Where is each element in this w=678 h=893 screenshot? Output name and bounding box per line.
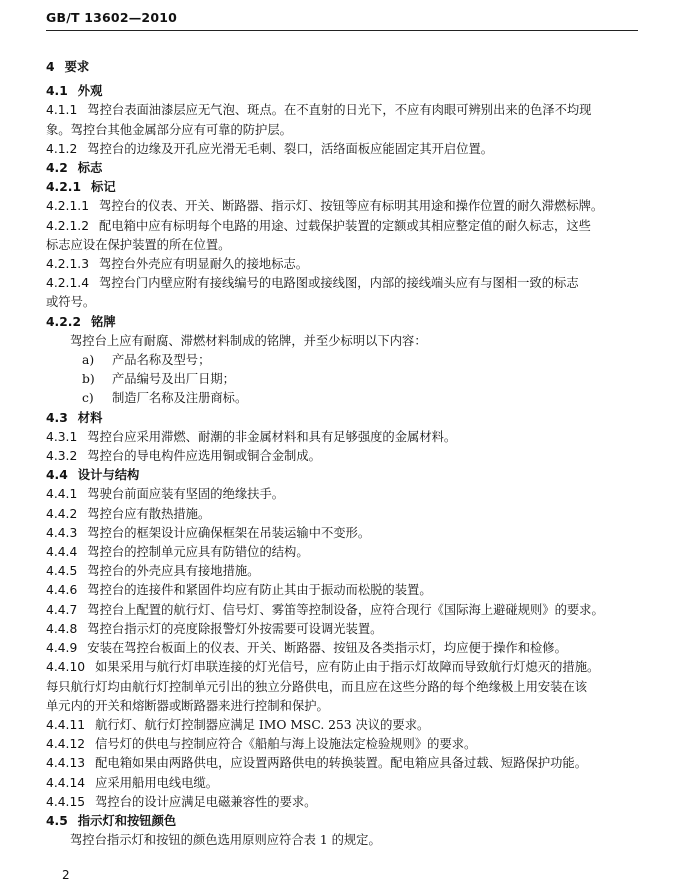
- clause-text: 驾控台的设计应满足电磁兼容性的要求。: [95, 794, 317, 809]
- section-title: 要求: [64, 60, 90, 74]
- section-title: 设计与结构: [77, 468, 140, 483]
- list-item-text: 产品编号及出厂日期；: [112, 372, 235, 387]
- section-number: 4.3: [46, 410, 68, 425]
- clause-number: 4.4.10: [46, 660, 86, 675]
- clause-4-1-1: [46, 101, 632, 120]
- list-marker: c): [82, 391, 94, 406]
- section-heading-4-2-1: [46, 178, 632, 197]
- list-item-text: 制造厂名称及注册商标。: [112, 391, 248, 406]
- clause-4-2-1-1: [46, 197, 632, 216]
- clause-number: 4.4.14: [46, 775, 86, 790]
- clause-4-1-2: [46, 140, 632, 159]
- clause-4-4-2: [46, 505, 632, 524]
- section-number: 4.2.1: [46, 180, 82, 195]
- document-body: [46, 58, 632, 850]
- section-title: 外观: [77, 84, 103, 99]
- clause-4-3-2: [46, 447, 632, 466]
- clause-number: 4.4.7: [46, 602, 78, 617]
- clause-4-2-1-3: [46, 255, 632, 274]
- clause-text: 驾控台应采用滞燃、耐潮的非金属材料和具有足够强度的金属材料。: [87, 429, 457, 444]
- clause-number: 4.4.11: [46, 717, 86, 732]
- section-number: 4.5: [46, 813, 68, 828]
- clause-4-4-1: [46, 485, 632, 504]
- clause-continuation: 或符号。: [46, 295, 96, 310]
- clause-number: 4.2.1.1: [46, 199, 90, 214]
- clause-4-4-9: [46, 639, 632, 658]
- clause-text: 安装在驾控台板面上的仪表、开关、断路器、按钮及各类指示灯，均应便于操作和检修。: [87, 641, 567, 656]
- list-item: [46, 389, 632, 408]
- clause-text: 航行灯、航行灯控制器应满足 IMO MSC. 253 决议的要求。: [95, 717, 430, 732]
- clause-text: 驾控台门内壁应附有接线编号的电路图或接线图，内部的接线端头应有与图相一致的标志: [99, 276, 579, 291]
- clause-4-4-14: [46, 774, 632, 793]
- clause-number: 4.2.1.3: [46, 257, 90, 272]
- clause-4-4-13: [46, 754, 632, 773]
- clause-4-4-4: [46, 543, 632, 562]
- section-title: 铭牌: [91, 314, 116, 329]
- clause-text: 驾控台上配置的航行灯、信号灯、雾笛等控制设备，应符合现行《国际海上避碰规则》的要求。: [87, 602, 604, 617]
- clause-4-4-12: [46, 735, 632, 754]
- clause-number: 4.4.1: [46, 487, 78, 502]
- clause-number: 4.4.13: [46, 756, 86, 771]
- clause-text: 驾控台指示灯的亮度除报警灯外按需要可设调光装置。: [87, 621, 383, 636]
- section-heading-4-3: [46, 409, 632, 428]
- list-item-text: 产品名称及型号；: [112, 353, 211, 368]
- section-title: 指示灯和按钮颜色: [77, 813, 177, 828]
- clause-number: 4.3.2: [46, 449, 78, 464]
- clause-4-4-7: [46, 601, 632, 620]
- clause-4-4-3: [46, 524, 632, 543]
- clause-number: 4.4.6: [46, 583, 78, 598]
- clause-4-4-8: [46, 620, 632, 639]
- section-title: 标志: [77, 161, 103, 176]
- list-marker: b): [82, 372, 95, 387]
- section-number: 4.1: [46, 84, 68, 99]
- clause-text: 驾控台的连接件和紧固件均应有防止其由于振动而松脱的装置。: [87, 583, 432, 598]
- clause-number: 4.2.1.4: [46, 276, 90, 291]
- clause-4-4-11: [46, 716, 632, 735]
- clause-number: 4.4.12: [46, 737, 86, 752]
- clause-4-4-10: [46, 658, 632, 677]
- clause-continuation: 象。驾控台其他金属部分应有可靠的防护层。: [46, 122, 292, 137]
- clause-number: 4.4.15: [46, 794, 86, 809]
- clause-number: 4.1.2: [46, 141, 78, 156]
- section-title: 材料: [77, 410, 103, 425]
- clause-text: 如果采用与航行灯串联连接的灯光信号，应有防止由于指示灯故障而导致航行灯熄灭的措施。: [95, 660, 600, 675]
- clause-text: 驾控台应有散热措施。: [87, 506, 211, 521]
- section-heading-4: [46, 58, 632, 77]
- clause-number: 4.4.4: [46, 545, 78, 560]
- list-marker: a): [82, 353, 95, 368]
- section-number: 4: [46, 60, 55, 74]
- clause-number: 4.4.8: [46, 621, 78, 636]
- clause-number: 4.3.1: [46, 429, 78, 444]
- clause-text: 驾控台的控制单元应具有防错位的结构。: [87, 545, 309, 560]
- section-heading-4-2-2: [46, 313, 632, 332]
- clause-text: 驾控台的边缘及开孔应光滑无毛刺、裂口，活络面板应能固定其开启位置。: [87, 141, 494, 156]
- list-item: [46, 370, 632, 389]
- clause-number: 4.4.5: [46, 564, 78, 579]
- clause-text: 驾控台表面油漆层应无气泡、斑点。在不直射的日光下，不应有肉眼可辨别出来的色泽不均现: [87, 103, 592, 118]
- section-number: 4.2.2: [46, 314, 82, 329]
- clause-number: 4.4.3: [46, 525, 78, 540]
- clause-4-4-5: [46, 562, 632, 581]
- paragraph: 驾控台上应有耐腐、滞燃材料制成的铭牌，并至少标明以下内容：: [70, 333, 427, 348]
- section-heading-4-4: [46, 466, 632, 485]
- clause-number: 4.2.1.2: [46, 218, 90, 233]
- clause-4-2-1-4: [46, 274, 632, 293]
- clause-number: 4.4.2: [46, 506, 78, 521]
- clause-text: 驾控台的外壳应具有接地措施。: [87, 564, 260, 579]
- clause-text: 驾控台的仪表、开关、断路器、指示灯、按钮等应有标明其用途和操作位置的耐久滞燃标牌。: [99, 199, 604, 214]
- clause-4-2-1-2: [46, 217, 632, 236]
- page-number: 2: [62, 868, 70, 882]
- section-heading-4-1: [46, 82, 632, 101]
- clause-text: 信号灯的供电与控制应符合《船舶与海上设施法定检验规则》的要求。: [95, 737, 477, 752]
- clause-text: 应采用船用电线电缆。: [95, 775, 219, 790]
- section-title: 标记: [91, 180, 116, 195]
- clause-4-3-1: [46, 428, 632, 447]
- clause-continuation: 标志应设在保护装置的所在位置。: [46, 237, 231, 252]
- section-heading-4-5: [46, 812, 632, 831]
- clause-text: 配电箱如果由两路供电，应设置两路供电的转换装置。配电箱应具备过载、短路保护功能。: [95, 756, 588, 771]
- header-divider: [46, 30, 638, 31]
- list-item: [46, 351, 632, 370]
- paragraph: 驾控台指示灯和按钮的颜色选用原则应符合表 1 的规定。: [70, 833, 381, 848]
- clause-continuation: 单元内的开关和熔断器或断路器来进行控制和保护。: [46, 698, 329, 713]
- clause-text: 驾驶台前面应装有坚固的绝缘扶手。: [87, 487, 285, 502]
- clause-text: 驾控台的框架设计应确保框架在吊装运输中不变形。: [87, 525, 371, 540]
- standard-id: GB/T 13602—2010: [46, 10, 178, 25]
- clause-text: 配电箱中应有标明每个电路的用途、过载保护装置的定额或其相应整定值的耐久标志，这些: [99, 218, 591, 233]
- clause-text: 驾控台的导电构件应选用铜或铜合金制成。: [87, 449, 321, 464]
- clause-4-4-15: [46, 793, 632, 812]
- clause-text: 驾控台外壳应有明显耐久的接地标志。: [99, 257, 309, 272]
- section-number: 4.4: [46, 468, 68, 483]
- section-number: 4.2: [46, 161, 68, 176]
- clause-number: 4.4.9: [46, 641, 78, 656]
- section-heading-4-2: [46, 159, 632, 178]
- clause-continuation: 每只航行灯均由航行灯控制单元引出的独立分路供电，而且应在这些分路的每个绝缘极上用安装在该: [46, 679, 588, 694]
- clause-4-4-6: [46, 581, 632, 600]
- clause-number: 4.1.1: [46, 103, 78, 118]
